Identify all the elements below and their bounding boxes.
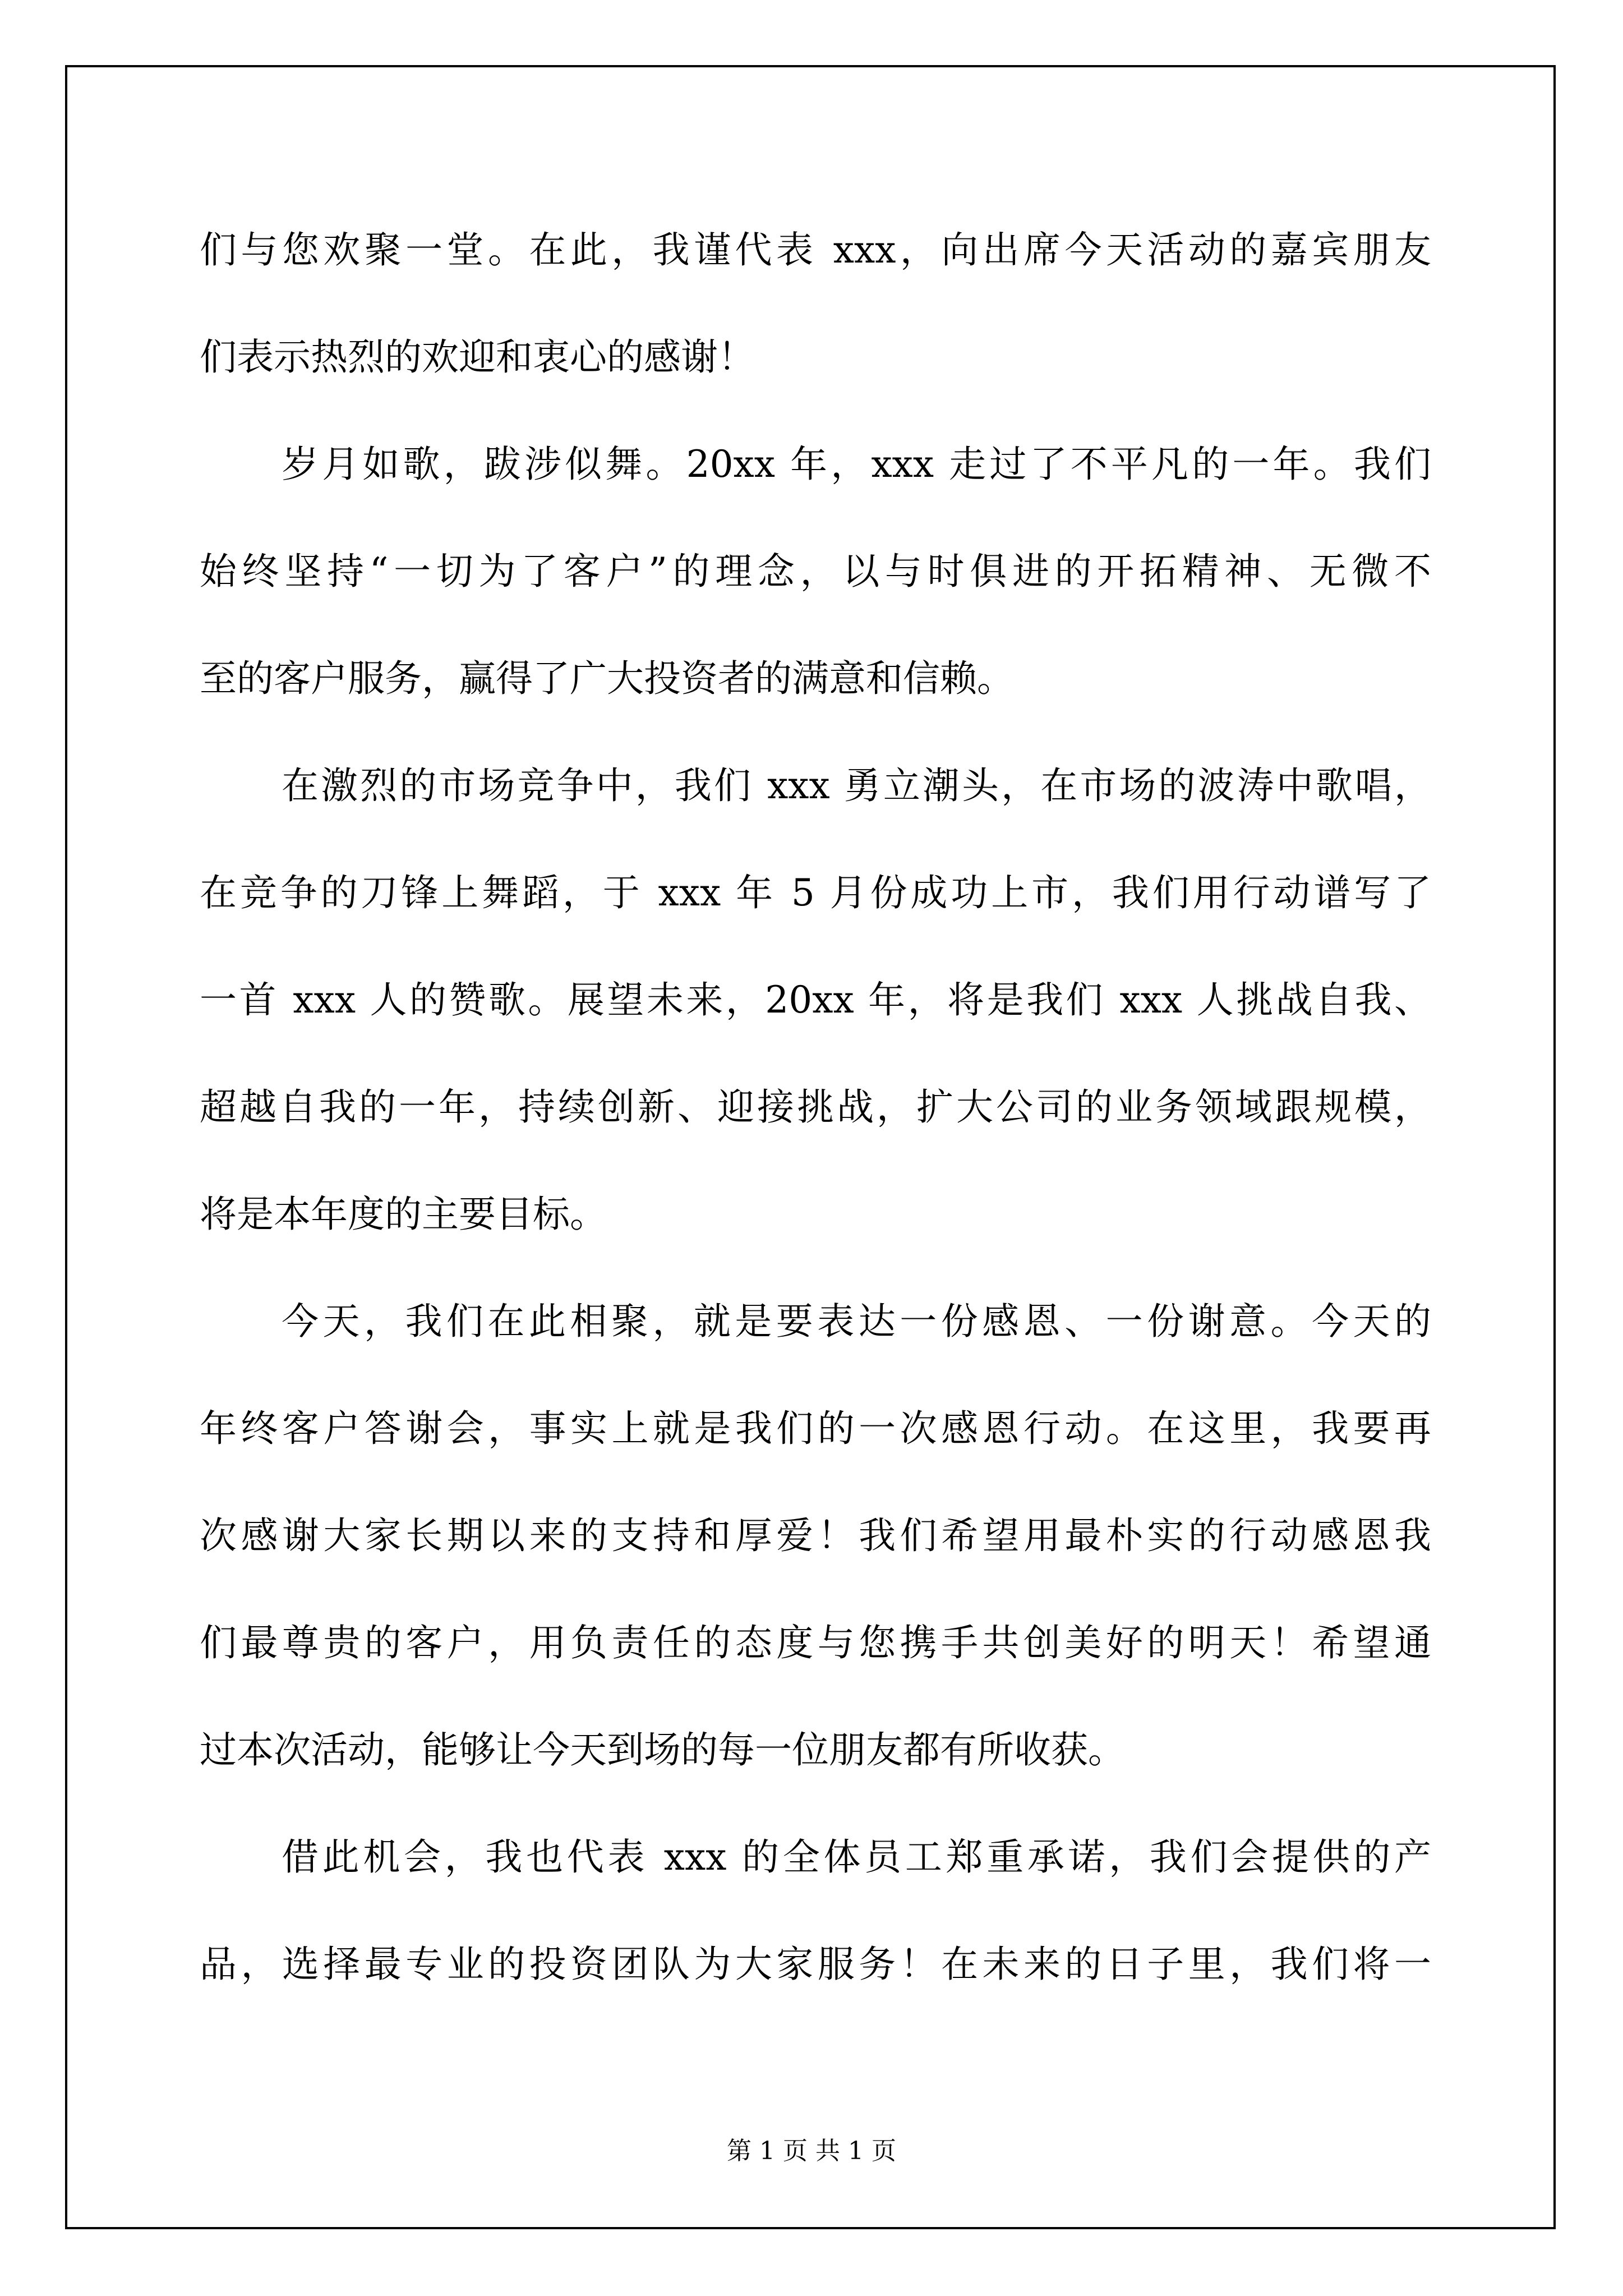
text-line: 在竞争的刀锋上舞蹈，于 xxx 年 5 月份成功上市，我们用行动谱写了 (200, 871, 1431, 914)
text-line: 至的客户服务，赢得了广大投资者的满意和信赖。 (200, 657, 1014, 700)
text-line: 次感谢大家长期以来的支持和厚爱！我们希望用最朴实的行动感恩我 (200, 1514, 1431, 1557)
text-line: 在激烈的市场竞争中，我们 xxx 勇立潮头，在市场的波涛中歌唱， (282, 764, 1431, 807)
text-line: 们表示热烈的欢迎和衷心的感谢！ (200, 335, 755, 379)
text-line: 们与您欢聚一堂。在此，我谨代表 xxx，向出席今天活动的嘉宾朋友 (200, 228, 1431, 272)
text-line: 们最尊贵的客户，用负责任的态度与您携手共创美好的明天！希望通 (200, 1621, 1431, 1664)
text-line: 过本次活动，能够让今天到场的每一位朋友都有所收获。 (200, 1728, 1125, 1772)
text-line: 始终坚持“一切为了客户”的理念，以与时俱进的开拓精神、无微不 (200, 550, 1431, 593)
text-line: 超越自我的一年，持续创新、迎接挑战，扩大公司的业务领域跟规模， (200, 1085, 1431, 1129)
text-line: 今天，我们在此相聚，就是要表达一份感恩、一份谢意。今天的 (282, 1300, 1431, 1343)
text-line: 品，选择最专业的投资团队为大家服务！在未来的日子里，我们将一 (200, 1943, 1431, 1986)
text-line: 借此机会，我也代表 xxx 的全体员工郑重承诺，我们会提供的产 (282, 1835, 1431, 1879)
text-line: 将是本年度的主要目标。 (200, 1193, 607, 1236)
text-line: 一首 xxx 人的赞歌。展望未来，20xx 年，将是我们 xxx 人挑战自我、 (200, 978, 1431, 1022)
text-line: 岁月如歌，跋涉似舞。20xx 年，xxx 走过了不平凡的一年。我们 (282, 443, 1431, 486)
page-footer: 第 1 页 共 1 页 (727, 2137, 896, 2165)
document-body (200, 222, 1431, 2044)
text-line: 年终客户答谢会，事实上就是我们的一次感恩行动。在这里，我要再 (200, 1407, 1431, 1450)
